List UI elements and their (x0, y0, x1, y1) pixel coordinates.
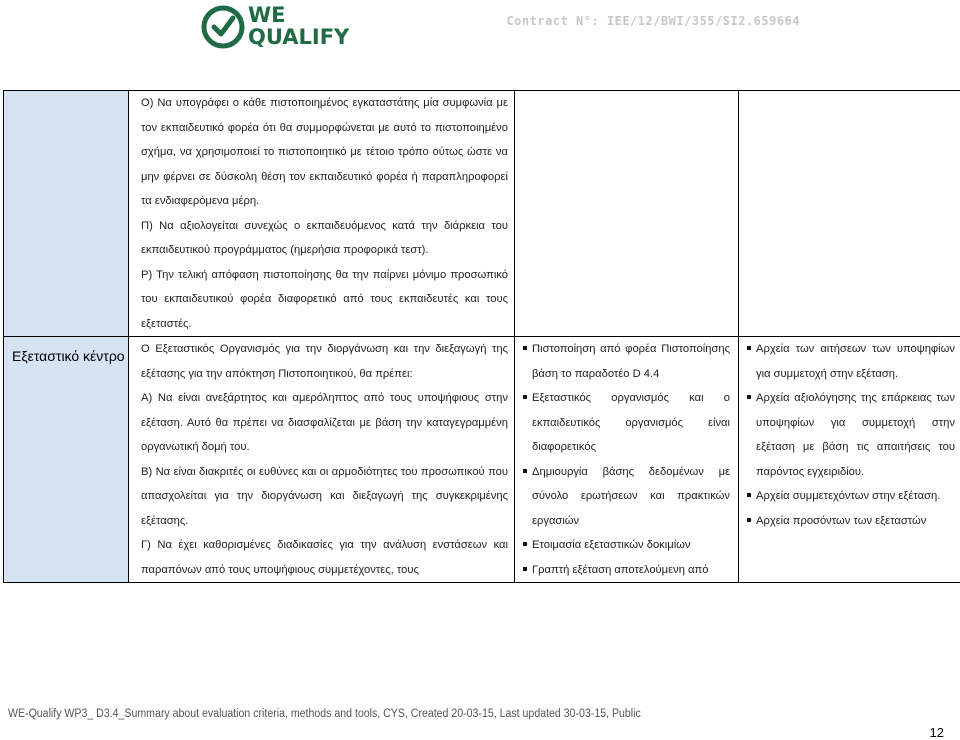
list-item: Εξεταστικός οργανισμός και ο εκπαιδευτικός οργανισμός είναι διαφορετικός (523, 386, 730, 460)
methods-cell (515, 337, 739, 583)
page-footer: WE-Qualify WP3_ D3.4_Summary about evaluation criteria, methods and tools, CYS, Created 20-03-15, Last updated 30-03-15, Public (8, 708, 641, 720)
records-cell (739, 91, 960, 337)
list-item: Δημιουργία βάσης δεδομένων με σύνολο ερωτήσεων και πρακτικών εργασιών (523, 460, 730, 534)
criteria-table (3, 90, 960, 583)
paragraph: Π) Να αξιολογείται συνεχώς ο εκπαιδευόμενος κατά την διάρκεια του εκπαιδευτικού προγράμματος (ημερήσια προφορικά τεστ). (141, 214, 508, 263)
page-number: 12 (930, 725, 944, 740)
list-item: Αρχεία προσόντων των εξεταστών (747, 509, 955, 534)
list-item: Ετοιμασία εξεταστικών δοκιμίων (523, 533, 730, 558)
paragraph: Ο) Να υπογράφει ο κάθε πιστοποιημένος εγκαταστάτης μία συμφωνία με τον εκπαιδευτικό φορέα ότι θα συμμορφώνεται με αυτό το πιστοποιημένο σχήμα, να χρησιμοποιεί το πιστοποιητικό με τέτοιο τρόπο ούτως ώστε να μην φέρνει σε δύσκολη θέση τον εκπαιδευτικό φορέα ή παραπληροφορεί τα ενδιαφερόμενα μέρη. (141, 91, 508, 214)
records-cell (739, 337, 960, 583)
row-label (4, 91, 128, 101)
list-item: Αρχεία των αιτήσεων των υποψηφίων για συμμετοχή στην εξέταση. (747, 337, 955, 386)
list-item: Αρχεία αξιολόγησης της επάρκειας των υποψηφίων για συμμετοχή στην εξέταση με βάση τις απαιτήσεις του παρόντος εγχειριδίου. (747, 386, 955, 484)
paragraph: Β) Να είναι διακριτές οι ευθύνες και οι αρμοδιότητες του προσωπικού που απασχολείται για την διοργάνωση και διεξαγωγή της συγκεκριμένης εξέτασης. (141, 460, 508, 534)
row-label-cell (4, 91, 129, 337)
paragraph: Α) Να είναι ανεξάρτητος και αμερόληπτος από τους υποψήφιους στην εξέταση. Αυτό θα πρέπει να διασφαλίζεται με βάση την καταγεγραμμένη οργανωτική δομή του. (141, 386, 508, 460)
paragraph: Ρ) Την τελική απόφαση πιστοποίησης θα την παίρνει μόνιμο προσωπικό του εκπαιδευτικού φορέα διαφορετικό από τους εκπαιδευτές και τους εξεταστές. (141, 263, 508, 337)
list-item: Γραπτή εξέταση αποτελούμενη από (523, 558, 730, 583)
logo-wordmark (248, 2, 349, 48)
logo-ring-icon (200, 4, 246, 50)
row-label: Εξεταστικό κέντρο (4, 337, 128, 366)
logo-qualify: QUALIFY (248, 26, 349, 48)
list-item: Πιστοποίηση από φορέα Πιστοποίησης βάση το παραδοτέο D 4.4 (523, 337, 730, 386)
we-qualify-logo (200, 2, 360, 52)
criteria-cell (129, 337, 515, 583)
table-row (4, 337, 960, 583)
methods-cell (515, 91, 739, 337)
criteria-cell (129, 91, 515, 337)
logo-we: WE (248, 4, 349, 26)
table-row (4, 91, 960, 337)
row-label-cell (4, 337, 129, 583)
contract-number: Contract N°: IEE/12/BWI/355/SI2.659664 (506, 14, 800, 28)
list-item: Αρχεία συμμετεχόντων στην εξέταση. (747, 484, 955, 509)
paragraph: Ο Εξεταστικός Οργανισμός για την διοργάνωση και την διεξαγωγή της εξέτασης για την απόκτηση Πιστοποιητικού, θα πρέπει: (141, 337, 508, 386)
paragraph: Γ) Να έχει καθορισμένες διαδικασίες για την ανάλυση ενστάσεων και παραπόνων από τους υποψήφιους συμμετέχοντες, τους (141, 533, 508, 582)
